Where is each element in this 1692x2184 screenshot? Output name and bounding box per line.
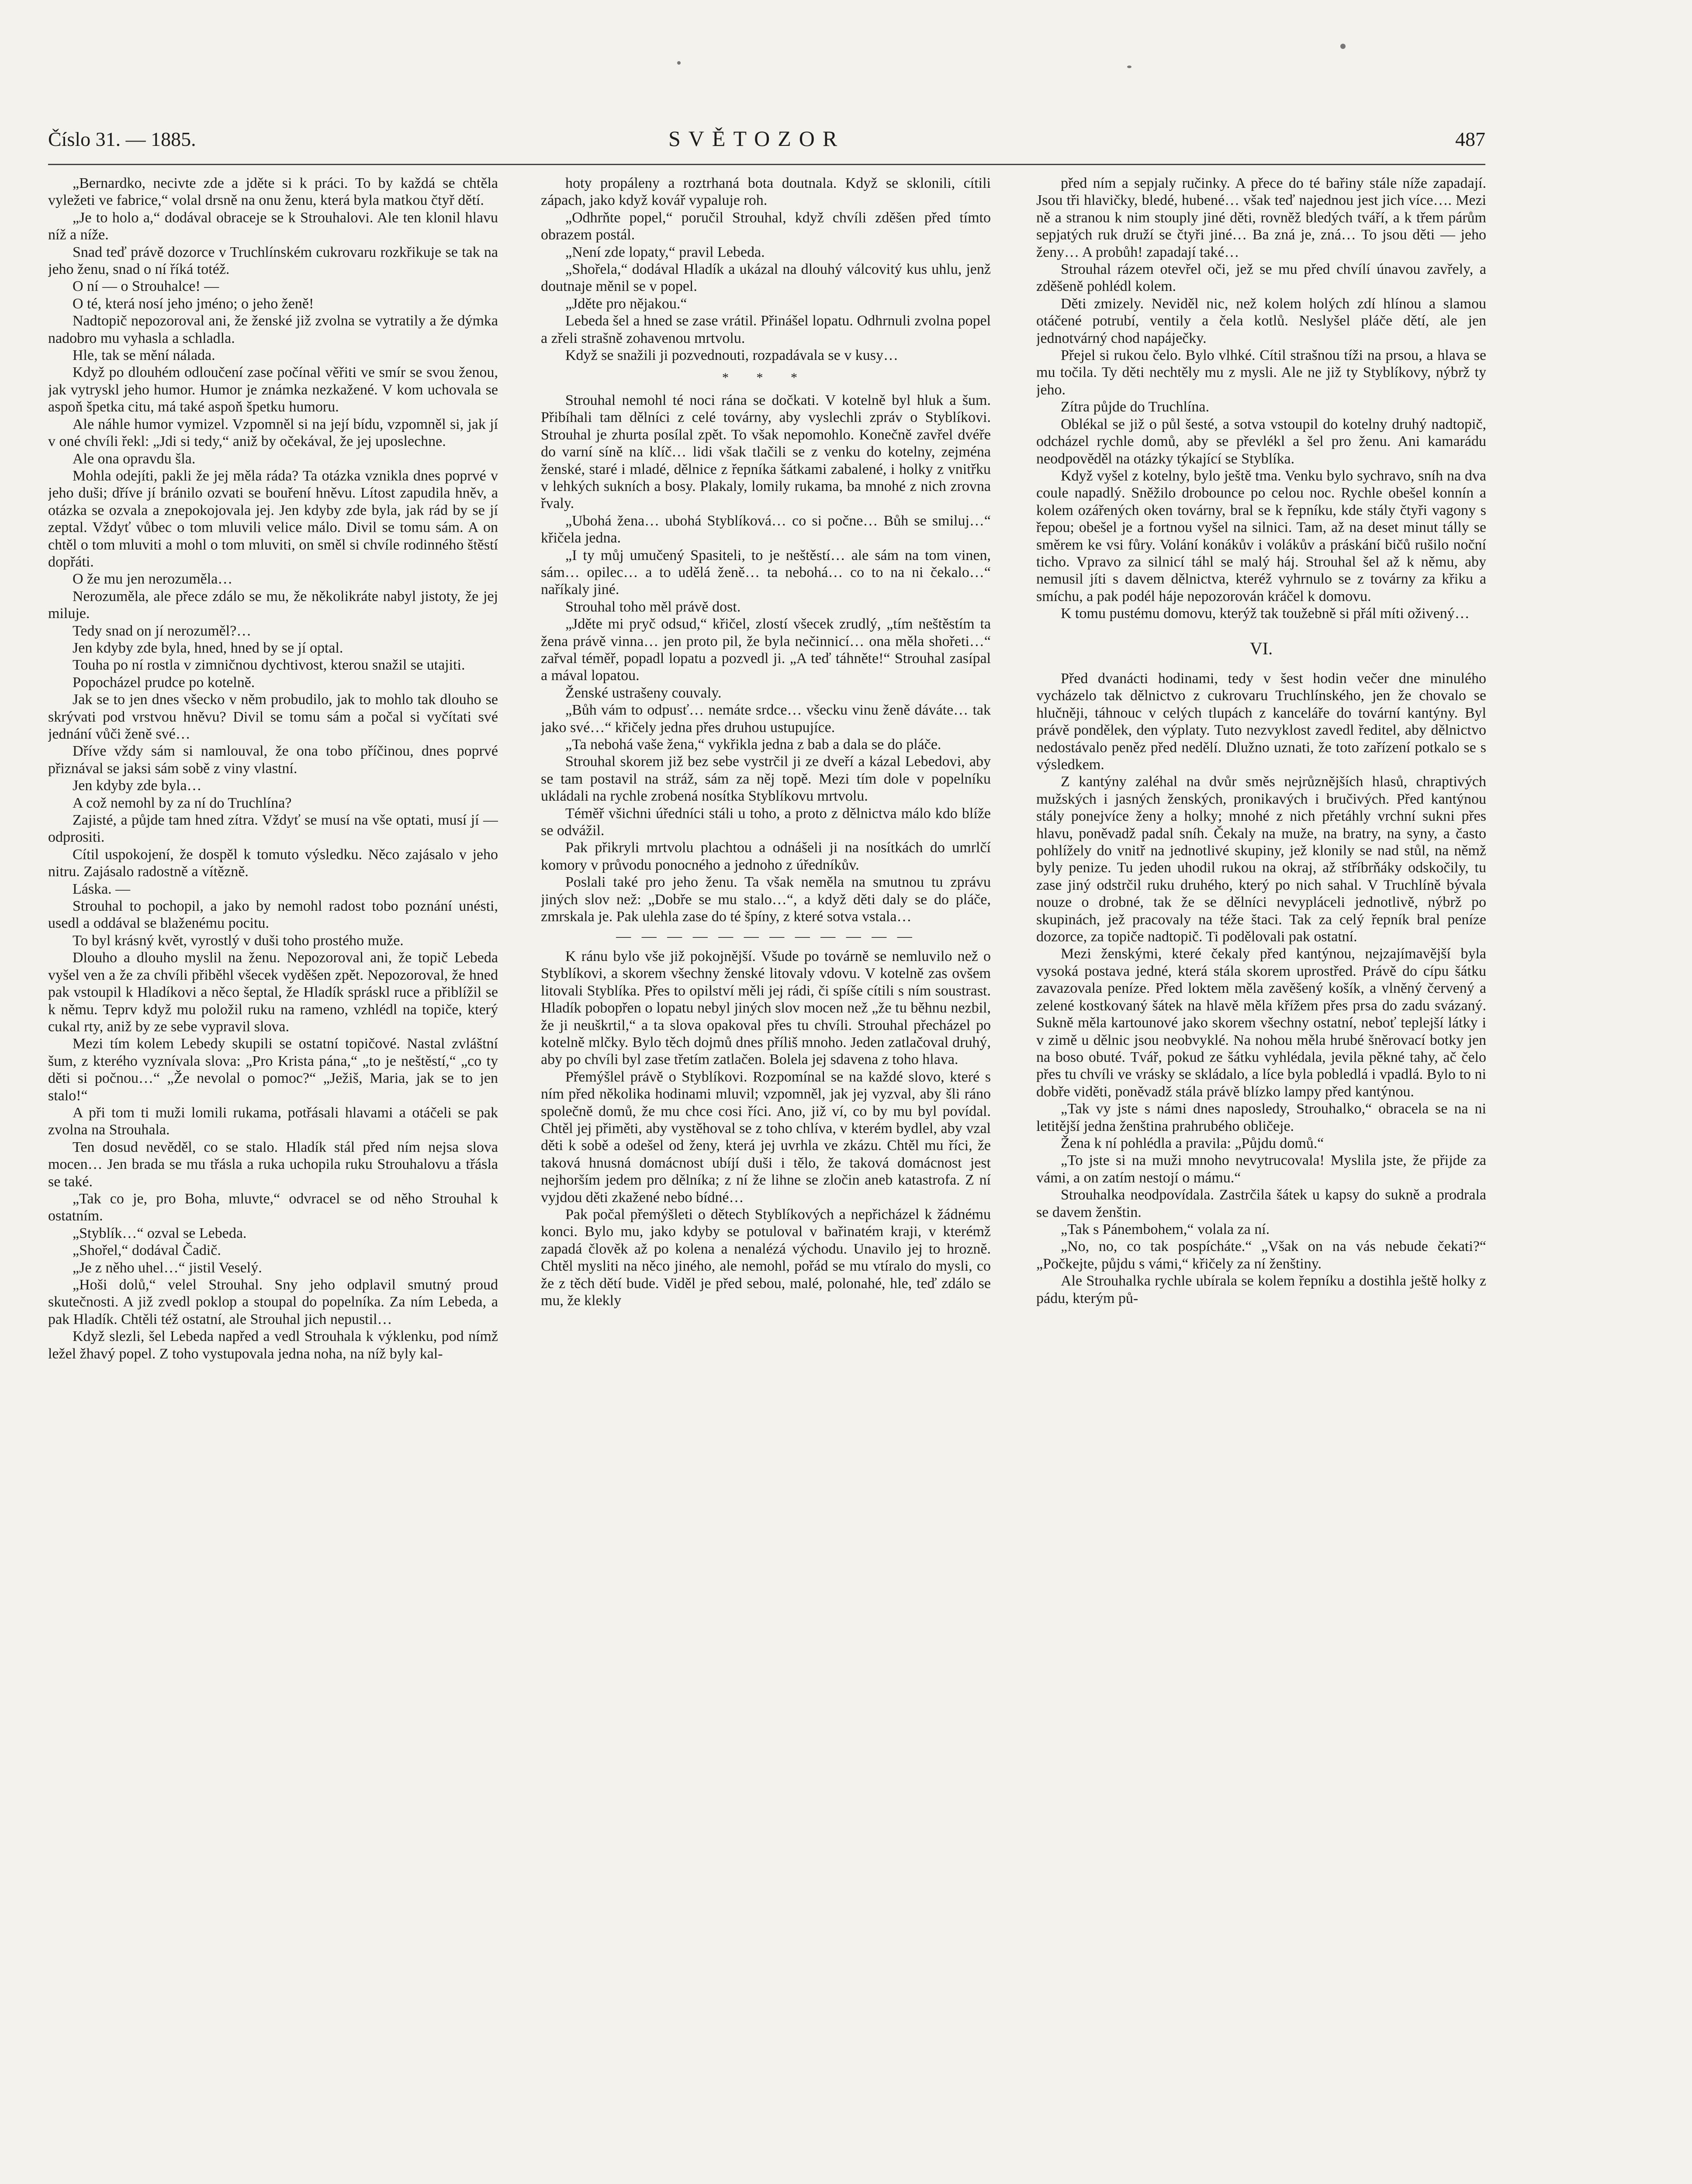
- paragraph: „Shořel,“ dodával Čadič.: [73, 1242, 221, 1259]
- section-divider-stars: * * *: [722, 370, 810, 385]
- paragraph: Ale Strouhalka rychle ubírala se kolem řepníku a dostihla ještě holky z pádu, kterým pů-: [1036, 1273, 1486, 1306]
- paragraph: O ní — o Strouhalce! —: [73, 278, 219, 295]
- paragraph: před ním a sepjaly ručinky. A přece do té bařiny stále níže zapadají. Jsou tři hlavičky, bledé, hubené… však teď najednou jest jich více…. Mezi ně a stranou k nim stouply jiné děti, rovněž bledých tváří, a k třem párům sepjatých ruk druží se čtyři jiné… Ba zná je, zná… To jsou děti — jeho ženy… A probůh! zapadají také…: [1036, 175, 1486, 260]
- paragraph: Mohla odejíti, pakli že jej měla ráda? Ta otázka vznikla dnes poprvé v jeho duši; dříve jí bránilo ozvati se bouření hněvu. Lítost zapudila hněv, a otázka se ozvala a znepokojovala jej. Jen kdyby zde byla, jak rád by se jí zeptal. Vždyť vůbec o tom mluvili velice málo. Divil se tomu sám. A on chtěl o tom mluviti a mohl o tom mluviti, on směl si chvíle rodinného štěstí dopřáti.: [48, 467, 498, 570]
- paragraph: „Bernardko, necivte zde a jděte si k práci. To by každá se chtěla vyležeti ve fabrice,“ volal drsně na onu ženu, která byla matkou čtyř dětí.: [48, 175, 498, 209]
- paragraph: „Styblík…“ ozval se Lebeda.: [73, 1225, 247, 1241]
- paragraph: „Tak vy jste s námi dnes naposledy, Strouhalko,“ obracela se na ni letitější jedna ženština prahrubého obličeje.: [1036, 1101, 1486, 1134]
- paragraph: Děti zmizely. Neviděl nic, než kolem holých zdí hlínou a slamou otáčené potrubí, ventily a čela kotlů. Neslyšel pláče dětí, ale jen jednotvárný chod napáječky.: [1036, 295, 1486, 346]
- print-speck: [677, 61, 681, 65]
- paragraph: Žena k ní pohlédla a pravila: „Půjdu domů.“: [1061, 1135, 1324, 1151]
- paragraph: Snad teď právě dozorce v Truchlínském cukrovaru rozkřikuje se tak na jeho ženu, snad o ní říká totéž.: [48, 244, 498, 278]
- column-2-text-b: [541, 392, 991, 926]
- paragraph: „Shořela,“ dodával Hladík a ukázal na dlouhý válcovitý kus uhlu, jenž doutnaje měnil se v popel.: [541, 261, 991, 295]
- paragraph: Láska. —: [73, 881, 131, 897]
- paragraph: Strouhalka neodpovídala. Zastrčila šátek u kapsy do sukně a prodrala se davem ženštin.: [1036, 1187, 1486, 1220]
- paragraph: Když vyšel z kotelny, bylo ještě tma. Venku bylo sychravo, sníh na dva coule napadlý. Sněžilo drobounce po celou noc. Rychle obešel konnín a kolem ozářených oken továrny, bral se k řepníku, kde stály čtyři vagony s řepou; obešel je a fortnou vyšel na silnici. Tam, až na deset minut tálly se směrem ke vsi fůry. Volání konákův i volákův a práskání bičů rušilo noční ticho. Vpravo za silnicí táhl se malý háj. Strouhal šel až k němu, aby nemusil jíti s davem dělnictva, kteréž vyhrnulo se z továrny za křiku a smíchu, a pak podél háje nepozorován kráčel k domovu.: [1036, 467, 1486, 605]
- paragraph: Popocházel prudce po kotelně.: [73, 674, 255, 691]
- paragraph: Zajisté, a půjde tam hned zítra. Vždyť se musí na vše optati, musí jí — odprositi.: [48, 812, 498, 846]
- paragraph: O té, která nosí jeho jméno; o jeho ženě!: [73, 295, 314, 312]
- paragraph: Strouhal toho měl právě dost.: [565, 598, 741, 615]
- paragraph: Ale náhle humor vymizel. Vzpomněl si na její bídu, vzpomněl si, jak jí v oné chvíli řekl: „Jdi si tedy,“ aniž by očekával, že jej uposlechne.: [48, 416, 498, 450]
- paragraph: „Tak co je, pro Boha, mluvte,“ odvracel se od něho Strouhal k ostatním.: [48, 1190, 498, 1224]
- paragraph: Jen kdyby zde byla, hned, hned by se jí optal.: [73, 639, 343, 656]
- paragraph: „Je to holo a,“ dodával obraceje se k Strouhalovi. Ale ten klonil hlavu níž a níže.: [48, 209, 498, 243]
- print-speck: [1340, 44, 1346, 49]
- section-divider-dashes: — — — — — — — — — — — —: [616, 928, 916, 945]
- paragraph: Jen kdyby zde byla…: [73, 778, 202, 794]
- paragraph: K tomu pustému domovu, kterýž tak toužebně si přál míti oživený…: [1061, 605, 1470, 622]
- paragraph: „Jděte pro nějakou.“: [565, 295, 687, 312]
- paragraph: „Odhrňte popel,“ poručil Strouhal, když chvíli zděšen před tímto obrazem postál.: [541, 209, 991, 243]
- paragraph: Cítil uspokojení, že dospěl k tomuto výsledku. Něco zajásalo v jeho nitru. Zajásalo radostně a vítězně.: [48, 846, 498, 880]
- paragraph: Lebeda šel a hned se zase vrátil. Přinášel lopatu. Odhrnuli zvolna popel a zřeli strašně zohavenou mrtvolu.: [541, 313, 991, 346]
- paragraph: Strouhal rázem otevřel oči, jež se mu před chvílí únavou zavřely, a zděšeně pohlédl kolem.: [1036, 261, 1486, 295]
- paragraph: K ránu bylo vše již pokojnější. Všude po továrně se nemluvilo než o Styblíkovi, a skorem všechny ženské litovaly vdovu. V kotelně zas ovšem litovali Styblíka. Přes to opilství měli jej rádi, či spíše cítili s ním soustrast. Hladík pobopřen o lopatu nebyl jiných slov mocen než „že tu běhnu nezbil, že ji neuškrtil,“ a ta slova opakoval přes tu chvíli. Strouhal přecházel po kotelně mlčky. Bylo těch dojmů dnes příliš mnoho. Jeden zatlačoval druhý, aby po chvíli byl zase třetím zatlačen. Bolela jej sdavena z toho hlava.: [541, 948, 991, 1068]
- paragraph: „Ubohá žena… ubohá Styblíková… co si počne… Bůh se smiluj…“ křičela jedna.: [541, 512, 991, 546]
- paragraph: Touha po ní rostla v zimničnou dychtivost, kterou snažil se utajiti.: [73, 657, 465, 674]
- paragraph: Když slezli, šel Lebeda napřed a vedl Strouhala k výklenku, pod nímž ležel žhavý popel. Z toho vystupovala jedna noha, na níž byly kal-: [48, 1328, 498, 1362]
- paragraph: Když po dlouhém odloučení zase počínal věřiti ve smír se svou ženou, jak vytryskl jeho humor. Humor je známka nezkažené. V kom uchovala se aspoň špetka citu, má také aspoň špetku humoru.: [48, 364, 498, 415]
- paragraph: Přemýšlel právě o Styblíkovi. Rozpomínal se na každé slovo, které s ním před několika hodinami mluvil; vzpomněl, jak jej vyzval, aby šli ráno společně domů, že mu chce cosi říci. Ano, již ví, co by mu byl povídal. Chtěl jej přiměti, aby vystěhoval se z toho chlíva, v kterém bydlel, aby vzal děti k sobě a odešel od ženy, která jej uvrhla ve zkázu. Chtěl mu říci, že taková hnusná domácnost ubíjí duši i tělo, že taková domácnost jest nejhorším jedem pro dělníka; z ní že lihne se zločin aneb katastrofa. Z ní vyjdou děti zkažené nebo bídné…: [541, 1068, 991, 1206]
- paragraph: Mezi ženskými, které čekaly před kantýnou, nejzajímavější byla vysoká postava jedné, která stála skorem uprostřed. Právě do cípu šátku zavazovala peníze. Před loktem měla zavěšený košík, a vlněný červený a zelené kostkovaný šátek na hlavě měla křížem přes prsa do zadu svázaný. Sukně měla kartounové jako skorem všechny ostatní, neboť teplejší látky i v zimě u dělnic jsou neobvyklé. Na nohou měla hrubé šněrovací botky jen na boso obuté. Tvář, pokud ze šátku vyhlédala, jevila pěkné tahy, ač čelo přes tu chvíli ve vrásky se skládalo, a líce byla pobledlá i vpadlá. Bylo to ni dobře viděti, poněvadž stála právě blízko lampy před kantýnou.: [1036, 946, 1486, 1100]
- paragraph: „Bůh vám to odpusť… nemáte srdce… všecku vinu ženě dáváte… tak jako své…“ křičely jedna přes druhou ustupujíce.: [541, 702, 991, 736]
- paragraph: Téměř všichni úředníci stáli u toho, a proto z dělnictva málo kdo blíže se odvážil.: [541, 805, 991, 839]
- column-3-text-a: [1036, 175, 1486, 622]
- column-2: [541, 175, 991, 2184]
- paragraph: Když se snažili ji pozvednouti, rozpadávala se v kusy…: [565, 347, 898, 364]
- column-3: [1036, 175, 1486, 2184]
- paragraph: Hle, tak se mění nálada.: [73, 347, 215, 364]
- page-number: 487: [1455, 128, 1485, 150]
- paragraph: „Jděte mi pryč odsud,“ křičel, zlostí všecek zrudlý, „tím neštěstím ta žena právě vinna… jen proto pil, že byla nečinnicí… ona měla shořeti…“ zařval téměř, popadl lopatu a pozvedl ji. „A teď táhněte!“ Strouhal zasípal a mával lopatou.: [541, 616, 991, 684]
- header-rule: [48, 164, 1485, 165]
- print-speck: [1127, 66, 1131, 68]
- column-2-text-c: [541, 948, 991, 1310]
- paragraph: Pak počal přemýšleti o dětech Styblíkových a nepřicházel k žádnému konci. Bylo mu, jako kdyby se potuloval v bařinatém kraji, v kterémž zapadá člověk až po kolena a nenalézá východu. Unavilo jej to hrozně. Chtěl mysliti na něco jiného, ale nemohl, pořád se mu vtíralo do mysli, co že z těch dětí bude. Viděl je před sebou, malé, polonahé, hle, teď zdálo se mu, že klekly: [541, 1206, 991, 1309]
- paragraph: Zítra půjde do Truchlína.: [1061, 399, 1209, 415]
- paragraph: A při tom ti muži lomili rukama, potřásali hlavami a otáčeli se pak zvolna na Strouhala.: [48, 1104, 498, 1138]
- paragraph: Nerozuměla, ale přece zdálo se mu, že několikráte nabyl jistoty, že jej miluje.: [48, 588, 498, 622]
- paragraph: „Tak s Pánembohem,“ volala za ní.: [1061, 1221, 1270, 1237]
- paragraph: „Ta nebohá vaše žena,“ vykřikla jedna z bab a dala se do pláče.: [565, 736, 941, 753]
- paragraph: Ženské ustrašeny couvaly.: [565, 684, 722, 701]
- journal-title: SVĚTOZOR: [668, 126, 845, 151]
- paragraph: Strouhal to pochopil, a jako by nemohl radost tobo poznání unésti, usedl a oddával se blaženému pocitu.: [48, 898, 498, 932]
- paragraph: Dlouho a dlouho myslil na ženu. Nepozoroval ani, že topič Lebeda vyšel ven a že za chvíli přiběhl všecek vyděšen zpět. Nepozoroval, že hned pak vstoupil k Hladíkovi a něco šeptal, že Hladík spráskl ruce a přiblížil se k němu. Teprv když mu položil ruku na rameno, vzhlédl na topiče, který cukal rty, aniž by ze sebe vypravil slova.: [48, 950, 498, 1035]
- paragraph: Strouhal skorem již bez sebe vystrčil ji ze dveří a kázal Lebedovi, aby se tam postavil na stráž, sám za něj topě. Mezi tím dole v popelníku ukládali na rychle zrobená nosítka Styblíkovu mrtvolu.: [541, 753, 991, 805]
- paragraph: Tedy snad on jí nerozuměl?…: [73, 622, 252, 639]
- paragraph: Strouhal nemohl té noci rána se dočkati. V kotelně byl hluk a šum. Přibíhali tam dělníci z celé továrny, aby vyslechli zpráv o Styblíkovi. Strouhal je zhurta posílal zpět. To však nepomohlo. Konečně zavřel dvéře do varní síně na klíč… lidi však tlačili se z venku do kotelny, zejména ženské, staré i mladé, dělnice z řepníka šátkami zabalené, i holky z vnitřku v lehkých sukních a bosy. Plakaly, lomily rukama, ba mnohé z nich zrovna řvaly.: [541, 392, 991, 512]
- paragraph: O že mu jen nerozuměla…: [73, 571, 233, 587]
- paragraph: Jak se to jen dnes všecko v něm probudilo, jak to mohlo tak dlouho se skrývati pod vrstvou hněvu? Divil se tomu sám a počal si vyčítati své jednání vůči ženě své…: [48, 691, 498, 742]
- paragraph: Dříve vždy sám si namlouval, že ona tobo příčinou, dnes poprvé přiznával se jaksi sám sobě z viny vlastní.: [48, 743, 498, 777]
- paragraph: „Hoši dolů,“ velel Strouhal. Sny jeho odplavil smutný proud skutečnosti. A již zvedl poklop a stoupal do popelníka. Za ním Lebeda, a pak Hladík. Chtěli též ostatní, ale Strouhal jich nepustil…: [48, 1277, 498, 1327]
- column-1-text: [48, 175, 498, 1362]
- paragraph: „No, no, co tak pospícháte.“ „Však on na vás nebude čekati?“ „Počkejte, půjdu s vámi,“ křičely za ní ženštiny.: [1036, 1238, 1486, 1272]
- chapter-heading: VI.: [1249, 638, 1273, 658]
- column-3-text-b: [1036, 670, 1486, 1307]
- paragraph: Přejel si rukou čelo. Bylo vlhké. Cítil strašnou tíži na prsou, a hlava se mu točila. Ty děti nechtěly mu z mysli. Ale ne již ty Styblíkovy, nýbrž ty jeho.: [1036, 347, 1486, 398]
- paragraph: Nadtopič nepozoroval ani, že ženské již zvolna se vytratily a že dýmka nadobro mu vyhasla a schladla.: [48, 313, 498, 346]
- paragraph: Mezi tím kolem Lebedy skupili se ostatní topičové. Nastal zvláštní šum, z kterého vyznívala slova: „Pro Krista pána,“ „to je neštěstí,“ „co ty děti si počnou…“ „Že nevolal o pomoc?“ „Ježiš, Maria, jak se to jen stalo!“: [48, 1036, 498, 1104]
- column-2-text-a: [541, 175, 991, 364]
- paragraph: Z kantýny zaléhal na dvůr směs nejrůznějších hlasů, chraptivých mužských i jasných ženských, pronikavých i bručivých. Před kantýnou stály ponejvíce ženy a holky; mnohé z nich přetáhly vrchní sukni přes hlavu, poněvadž padal sníh. Čekaly na muže, na bratry, na syny, a často pohlížely do vnitř na jednotlivé skupiny, jež klonily se nad stůl, na němž byly penize. Tu jeden uhodil rukou na okraj, až stříbrňáky odskočily, tu zase jiný odstrčil ruku druhého, který po nich sahal. V Truchlíně bývala nouze o drobné, tak že se dělníci nevypláceli jednotlivě, nýbrž po skupinách, jež pracovaly na téže štaci. Tak za celý řepník bral peníze dozorce, za topiče nadtopič. Ti podělovali pak ostatní.: [1036, 774, 1486, 945]
- paragraph: A což nemohl by za ní do Truchlína?: [73, 795, 292, 811]
- paragraph: hoty propáleny a roztrhaná bota doutnala. Když se sklonili, cítili zápach, jako když kovář vypaluje roh.: [541, 175, 991, 209]
- column-1: [48, 175, 498, 2184]
- paragraph: „To jste si na muži mnoho nevytrucovala! Myslila jste, že přijde za vámi, a on zatím nestojí o mámu.“: [1036, 1152, 1486, 1186]
- paragraph: „Je z něho uhel…“ jistil Veselý.: [73, 1259, 262, 1276]
- paragraph: „Není zde lopaty,“ pravil Lebeda.: [565, 244, 765, 260]
- paragraph: Pak přikryli mrtvolu plachtou a odnášeli ji na nosítkách do umrlčí komory v průvodu ponocného a jednoho z úředníkův.: [541, 840, 991, 873]
- paragraph: „I ty můj umučený Spasiteli, to je neštěstí… ale sám na tom vinen, sám… opilec… a to udělá ženě… ta nebohá… co to na ni čekalo…“ naříkaly jiné.: [541, 547, 991, 598]
- page-header: [48, 123, 1485, 158]
- paragraph: To byl krásný květ, vyrostlý v duši toho prostého muže.: [73, 932, 404, 949]
- paragraph: Ale ona opravdu šla.: [73, 450, 196, 467]
- paragraph: Poslali také pro jeho ženu. Ta však neměla na smutnou tu zprávu jiných slov než: „Dobře se mu stalo…“, a když děti daly se do pláče, zmrskala je. Pak ulehla zase do té špíny, z které sotva vstala…: [541, 874, 991, 925]
- issue-info: Číslo 31. — 1885.: [48, 128, 196, 150]
- paragraph: Před dvanácti hodinami, tedy v šest hodin večer dne minulého vycházelo tak dělnictvo z cukrovaru Truchlínského, jen že chovalo se hlučněji, táhnouc v celých tlupách z kanceláře do tovární kantýny. Byl právě pondělek, den výplaty. Tuto nezvyklost zavedl ředitel, aby dělnictvo nedostávalo peněz před nedělí. Dlužno uznati, že toto zařízení potkalo se s výsledkem.: [1036, 670, 1486, 773]
- paragraph: Ten dosud nevěděl, co se stalo. Hladík stál před ním nejsa slova mocen… Jen brada se mu třásla a ruka uchopila ruku Strouhalovu a třásla se také.: [48, 1139, 498, 1190]
- paragraph: Oblékal se již o půl šesté, a sotva vstoupil do kotelny druhý nadtopič, odcházel rychle domů, aby se převlékl a šel pro ženu. Ani kamarádu neodpověděl na otázky týkající se Styblíka.: [1036, 416, 1486, 467]
